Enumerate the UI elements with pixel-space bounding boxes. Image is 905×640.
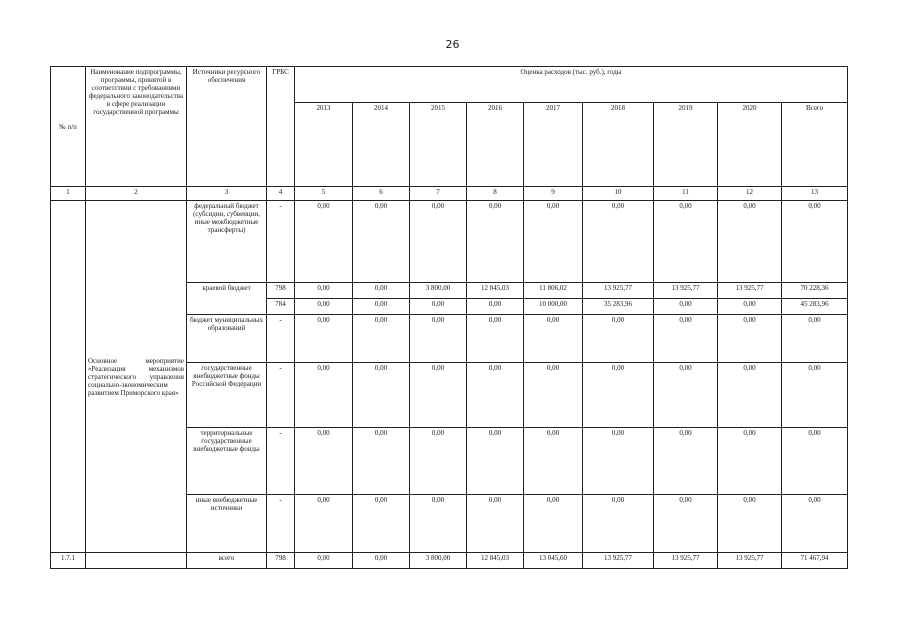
value-cell: 0,00 (353, 315, 410, 363)
value-cell: 0,00 (410, 495, 467, 553)
value-cell: 0,00 (410, 428, 467, 495)
value-cell: 0,00 (410, 315, 467, 363)
value-cell: 3 800,00 (410, 553, 467, 569)
value-cell: 0,00 (353, 428, 410, 495)
value-cell: 0,00 (467, 299, 524, 315)
value-cell: 13 925,77 (583, 553, 654, 569)
value-cell: 0,00 (718, 299, 782, 315)
value-cell: 0,00 (654, 315, 718, 363)
value-cell: 0,00 (718, 363, 782, 428)
value-cell: 0,00 (410, 201, 467, 283)
header-sources: Источники ресурсного обеспечения (187, 67, 267, 187)
row-num-cell: 1.7.1 (51, 553, 86, 569)
value-cell: 0,00 (467, 428, 524, 495)
value-cell: 0,00 (295, 363, 353, 428)
value-cell: 0,00 (353, 553, 410, 569)
value-cell: 0,00 (782, 363, 848, 428)
value-cell: 0,00 (353, 201, 410, 283)
value-cell: 0,00 (782, 495, 848, 553)
value-cell: 0,00 (524, 428, 583, 495)
value-cell: 70 228,36 (782, 283, 848, 299)
header-estimate: Оценка расходов (тыс. руб.), годы (295, 67, 848, 103)
table-row (51, 201, 848, 283)
value-cell: 13 925,77 (654, 553, 718, 569)
header-num: № п/п (51, 67, 86, 187)
value-cell: 13 925,77 (654, 283, 718, 299)
value-cell: 0,00 (583, 428, 654, 495)
source-cell: иные внебюджетные источники (187, 495, 267, 553)
value-cell: 0,00 (583, 201, 654, 283)
value-cell: 0,00 (654, 495, 718, 553)
value-cell: 13 925,77 (718, 283, 782, 299)
year-cell: 2019 (654, 103, 718, 187)
col-number: 7 (410, 187, 467, 201)
value-cell: 11 806,02 (524, 283, 583, 299)
year-cell: 2016 (467, 103, 524, 187)
grbs-cell: 798 (267, 283, 295, 299)
value-cell: 0,00 (524, 201, 583, 283)
total-row (51, 553, 848, 569)
value-cell: 0,00 (295, 201, 353, 283)
source-cell: всего (187, 553, 267, 569)
value-cell: 0,00 (654, 363, 718, 428)
value-cell: 71 467,94 (782, 553, 848, 569)
year-cell: 2017 (524, 103, 583, 187)
value-cell: 0,00 (718, 495, 782, 553)
source-cell: территориальные государственные внебюджетные фонды (187, 428, 267, 495)
value-cell: 0,00 (524, 363, 583, 428)
value-cell: 0,00 (295, 283, 353, 299)
source-cell: государственные внебюджетные фонды Российской Федерации (187, 363, 267, 428)
col-number: 5 (295, 187, 353, 201)
value-cell: 0,00 (410, 299, 467, 315)
col-number: 2 (86, 187, 187, 201)
col-number: 3 (187, 187, 267, 201)
header-grbs: ГРБС (267, 67, 295, 187)
value-cell: 0,00 (467, 315, 524, 363)
value-cell: 0,00 (782, 428, 848, 495)
year-cell: 2018 (583, 103, 654, 187)
col-number: 1 (51, 187, 86, 201)
grbs-cell: 784 (267, 299, 295, 315)
measure-name: Основное мероприятие «Реализация механизмов стратегического управления социально-экономическим развитием Приморского края» (86, 201, 187, 553)
year-cell-total: Всего (782, 103, 848, 187)
total-name-cell (86, 553, 187, 569)
year-cell: 2015 (410, 103, 467, 187)
grbs-cell: 798 (267, 553, 295, 569)
value-cell: 0,00 (524, 315, 583, 363)
value-cell: 0,00 (654, 201, 718, 283)
value-cell: 0,00 (718, 201, 782, 283)
value-cell: 13 925,77 (583, 283, 654, 299)
value-cell: 0,00 (718, 315, 782, 363)
value-cell: 0,00 (353, 283, 410, 299)
value-cell: 0,00 (782, 201, 848, 283)
year-cell: 2014 (353, 103, 410, 187)
col-number: 8 (467, 187, 524, 201)
grbs-cell: - (267, 315, 295, 363)
value-cell: 0,00 (654, 428, 718, 495)
col-number: 12 (718, 187, 782, 201)
value-cell: 10 000,00 (524, 299, 583, 315)
col-number: 4 (267, 187, 295, 201)
value-cell: 0,00 (295, 553, 353, 569)
grbs-cell: - (267, 428, 295, 495)
budget-table (50, 66, 848, 569)
value-cell: 0,00 (583, 495, 654, 553)
col-number: 10 (583, 187, 654, 201)
value-cell: 0,00 (295, 428, 353, 495)
value-cell: 0,00 (353, 495, 410, 553)
value-cell: 13 925,77 (718, 553, 782, 569)
value-cell: 0,00 (295, 299, 353, 315)
value-cell: 13 045,60 (524, 553, 583, 569)
value-cell: 3 800,00 (410, 283, 467, 299)
value-cell: 0,00 (654, 299, 718, 315)
row-num-cell (51, 201, 86, 553)
grbs-cell: - (267, 201, 295, 283)
value-cell: 12 845,03 (467, 553, 524, 569)
col-number: 9 (524, 187, 583, 201)
header-row-1 (51, 67, 848, 103)
value-cell: 0,00 (353, 363, 410, 428)
value-cell: 0,00 (467, 201, 524, 283)
value-cell: 35 283,96 (583, 299, 654, 315)
value-cell: 0,00 (295, 315, 353, 363)
value-cell: 0,00 (583, 315, 654, 363)
column-numbers-row (51, 187, 848, 201)
col-number: 11 (654, 187, 718, 201)
year-cell: 2020 (718, 103, 782, 187)
value-cell: 0,00 (782, 315, 848, 363)
value-cell: 12 845,03 (467, 283, 524, 299)
value-cell: 45 283,96 (782, 299, 848, 315)
value-cell: 0,00 (410, 363, 467, 428)
col-number: 6 (353, 187, 410, 201)
grbs-cell: - (267, 495, 295, 553)
grbs-cell: - (267, 363, 295, 428)
year-cell: 2013 (295, 103, 353, 187)
header-name: Наименование подпрограммы, программы, принятой в соответствии с требованиями федерального законодательства в сфере реализации государственной программы (86, 67, 187, 187)
value-cell: 0,00 (467, 363, 524, 428)
value-cell: 0,00 (467, 495, 524, 553)
source-cell: краевой бюджет (187, 283, 267, 315)
source-cell: бюджет муниципальных образований (187, 315, 267, 363)
page-number: 26 (445, 38, 460, 51)
value-cell: 0,00 (353, 299, 410, 315)
source-cell: федеральный бюджет (субсидии, субвенции, иные межбюджетные трансферты) (187, 201, 267, 283)
value-cell: 0,00 (524, 495, 583, 553)
col-number: 13 (782, 187, 848, 201)
value-cell: 0,00 (295, 495, 353, 553)
value-cell: 0,00 (583, 363, 654, 428)
value-cell: 0,00 (718, 428, 782, 495)
